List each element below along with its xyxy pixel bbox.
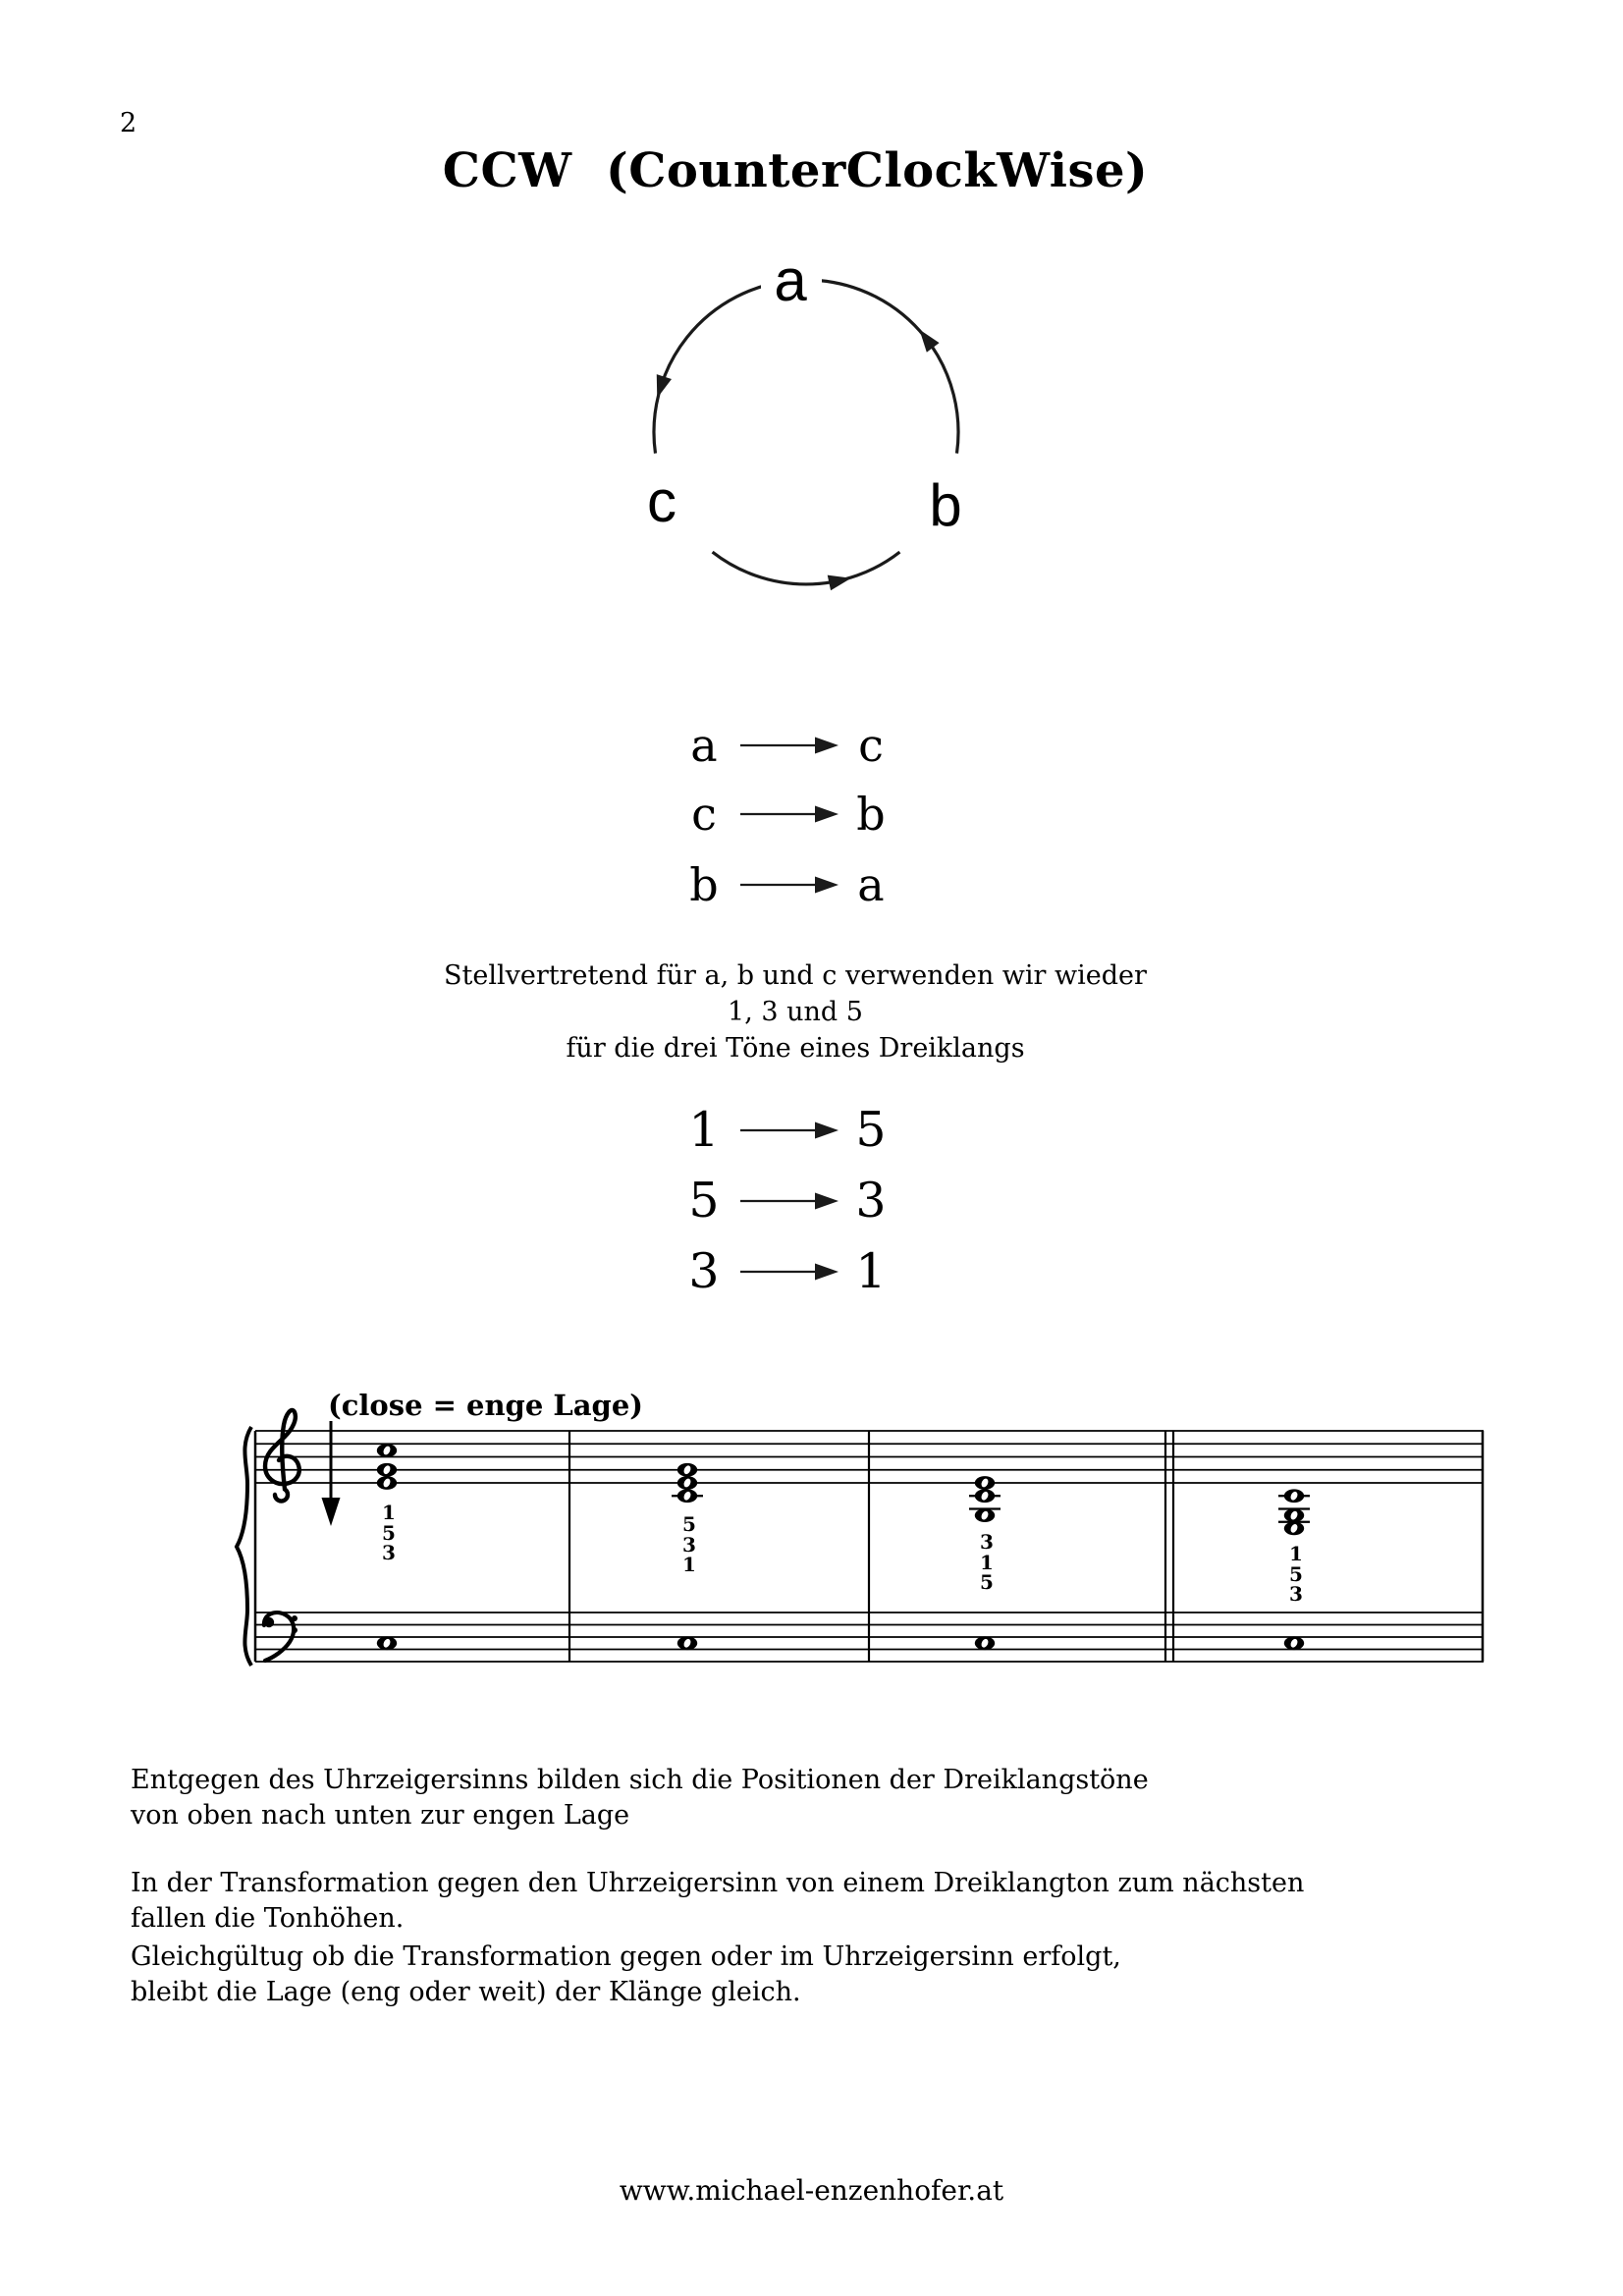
- letter-mapping-row: [0, 717, 1591, 774]
- number-mapping-row: [0, 1102, 1591, 1159]
- paragraph-line: In der Transformation gegen den Uhrzeigersinn von einem Dreiklangton zum nächsten: [131, 1868, 1305, 1898]
- right-arrow-icon: [734, 1189, 842, 1213]
- paragraph-line: bleibt die Lage (eng oder weit) der Klänge gleich.: [131, 1977, 801, 2007]
- degree-column: [668, 1514, 711, 1575]
- degree-digit: 1: [382, 1501, 396, 1524]
- degree-digit: 5: [682, 1512, 696, 1536]
- cycle-diagram: [629, 255, 983, 609]
- mapping-to: 5: [855, 1102, 887, 1158]
- mapping-to: a: [857, 858, 885, 911]
- right-arrow-icon: [734, 1119, 842, 1142]
- paragraph-line: Gleichgültug ob die Transformation gegen oder im Uhrzeigersinn erfolgt,: [131, 1941, 1121, 1972]
- degree-digit: 3: [1289, 1582, 1303, 1606]
- right-arrow-icon: [734, 1260, 842, 1284]
- bass-note: [975, 1636, 995, 1650]
- mapping-to: b: [856, 788, 886, 841]
- paragraph-line: von oben nach unten zur engen Lage: [131, 1800, 630, 1831]
- mapping-to: 3: [855, 1173, 887, 1229]
- paragraph: [131, 1763, 1149, 1833]
- page-title: CCW (CounterClockWise): [442, 143, 1149, 198]
- intro-line-1: Stellvertretend für a, b und c verwenden wir wieder: [444, 960, 1147, 991]
- mapping-to: 1: [855, 1243, 887, 1299]
- arc-c-to-b: [713, 552, 900, 584]
- intro-line-2: 1, 3 und 5: [728, 997, 863, 1027]
- degree-digit: 3: [382, 1541, 396, 1564]
- arc-b-to-a: [820, 281, 959, 454]
- mapping-from: 1: [688, 1102, 720, 1158]
- cycle-node-a: a: [774, 255, 807, 313]
- bass-note: [1284, 1636, 1304, 1650]
- close-position-label: (close = enge Lage): [328, 1389, 643, 1422]
- number-mapping-row: [0, 1173, 1591, 1230]
- paragraph-line: fallen die Tonhöhen.: [131, 1903, 405, 1934]
- paragraph: [131, 1940, 1121, 2010]
- degree-digit: 3: [980, 1530, 994, 1554]
- degree-digit: 1: [682, 1553, 696, 1576]
- intro-text: [0, 957, 1591, 1066]
- paragraph: [131, 1866, 1304, 1937]
- degree-digit: 5: [382, 1520, 396, 1545]
- mapping-from: a: [690, 719, 718, 772]
- intro-line-3: für die drei Töne eines Dreiklangs: [566, 1033, 1025, 1064]
- degree-digit: 3: [682, 1532, 696, 1557]
- ccw-arrowhead-bottom-icon: [828, 571, 853, 590]
- mapping-from: c: [691, 788, 717, 841]
- letter-mapping-row: [0, 856, 1591, 913]
- degree-column: [367, 1503, 410, 1563]
- right-arrow-icon: [734, 734, 842, 757]
- bass-note: [377, 1636, 397, 1650]
- degree-digit: 5: [980, 1570, 994, 1594]
- bass-note: [677, 1636, 697, 1650]
- right-arrow-icon: [734, 873, 842, 897]
- mapping-from: 3: [688, 1243, 720, 1299]
- cycle-node-b: b: [929, 472, 962, 538]
- down-arrow-icon: [322, 1421, 341, 1526]
- footer: [0, 2174, 1623, 2207]
- degree-digit: 1: [1289, 1542, 1303, 1565]
- brace-icon: [237, 1427, 251, 1666]
- degree-digit: 5: [1289, 1561, 1303, 1586]
- grand-staff: [226, 1383, 1502, 1679]
- footer-url-link[interactable]: www.michael-enzenhofer.at: [619, 2174, 1004, 2207]
- degree-column: [965, 1532, 1008, 1593]
- page-number: 2: [120, 108, 137, 138]
- degree-column: [1274, 1544, 1318, 1605]
- number-mapping-row: [0, 1243, 1591, 1300]
- treble-clef-icon: [265, 1410, 299, 1502]
- paragraph-line: Entgegen des Uhrzeigersinns bilden sich die Positionen der Dreiklangstöne: [131, 1765, 1149, 1795]
- mapping-to: c: [858, 719, 884, 772]
- right-arrow-icon: [734, 802, 842, 826]
- cycle-node-c: c: [647, 468, 676, 534]
- letter-mapping-row: [0, 786, 1591, 843]
- mapping-from: 5: [688, 1173, 720, 1229]
- ccw-arrowhead-left-icon: [650, 374, 672, 401]
- degree-digit: 1: [980, 1550, 994, 1574]
- mapping-from: b: [689, 858, 719, 911]
